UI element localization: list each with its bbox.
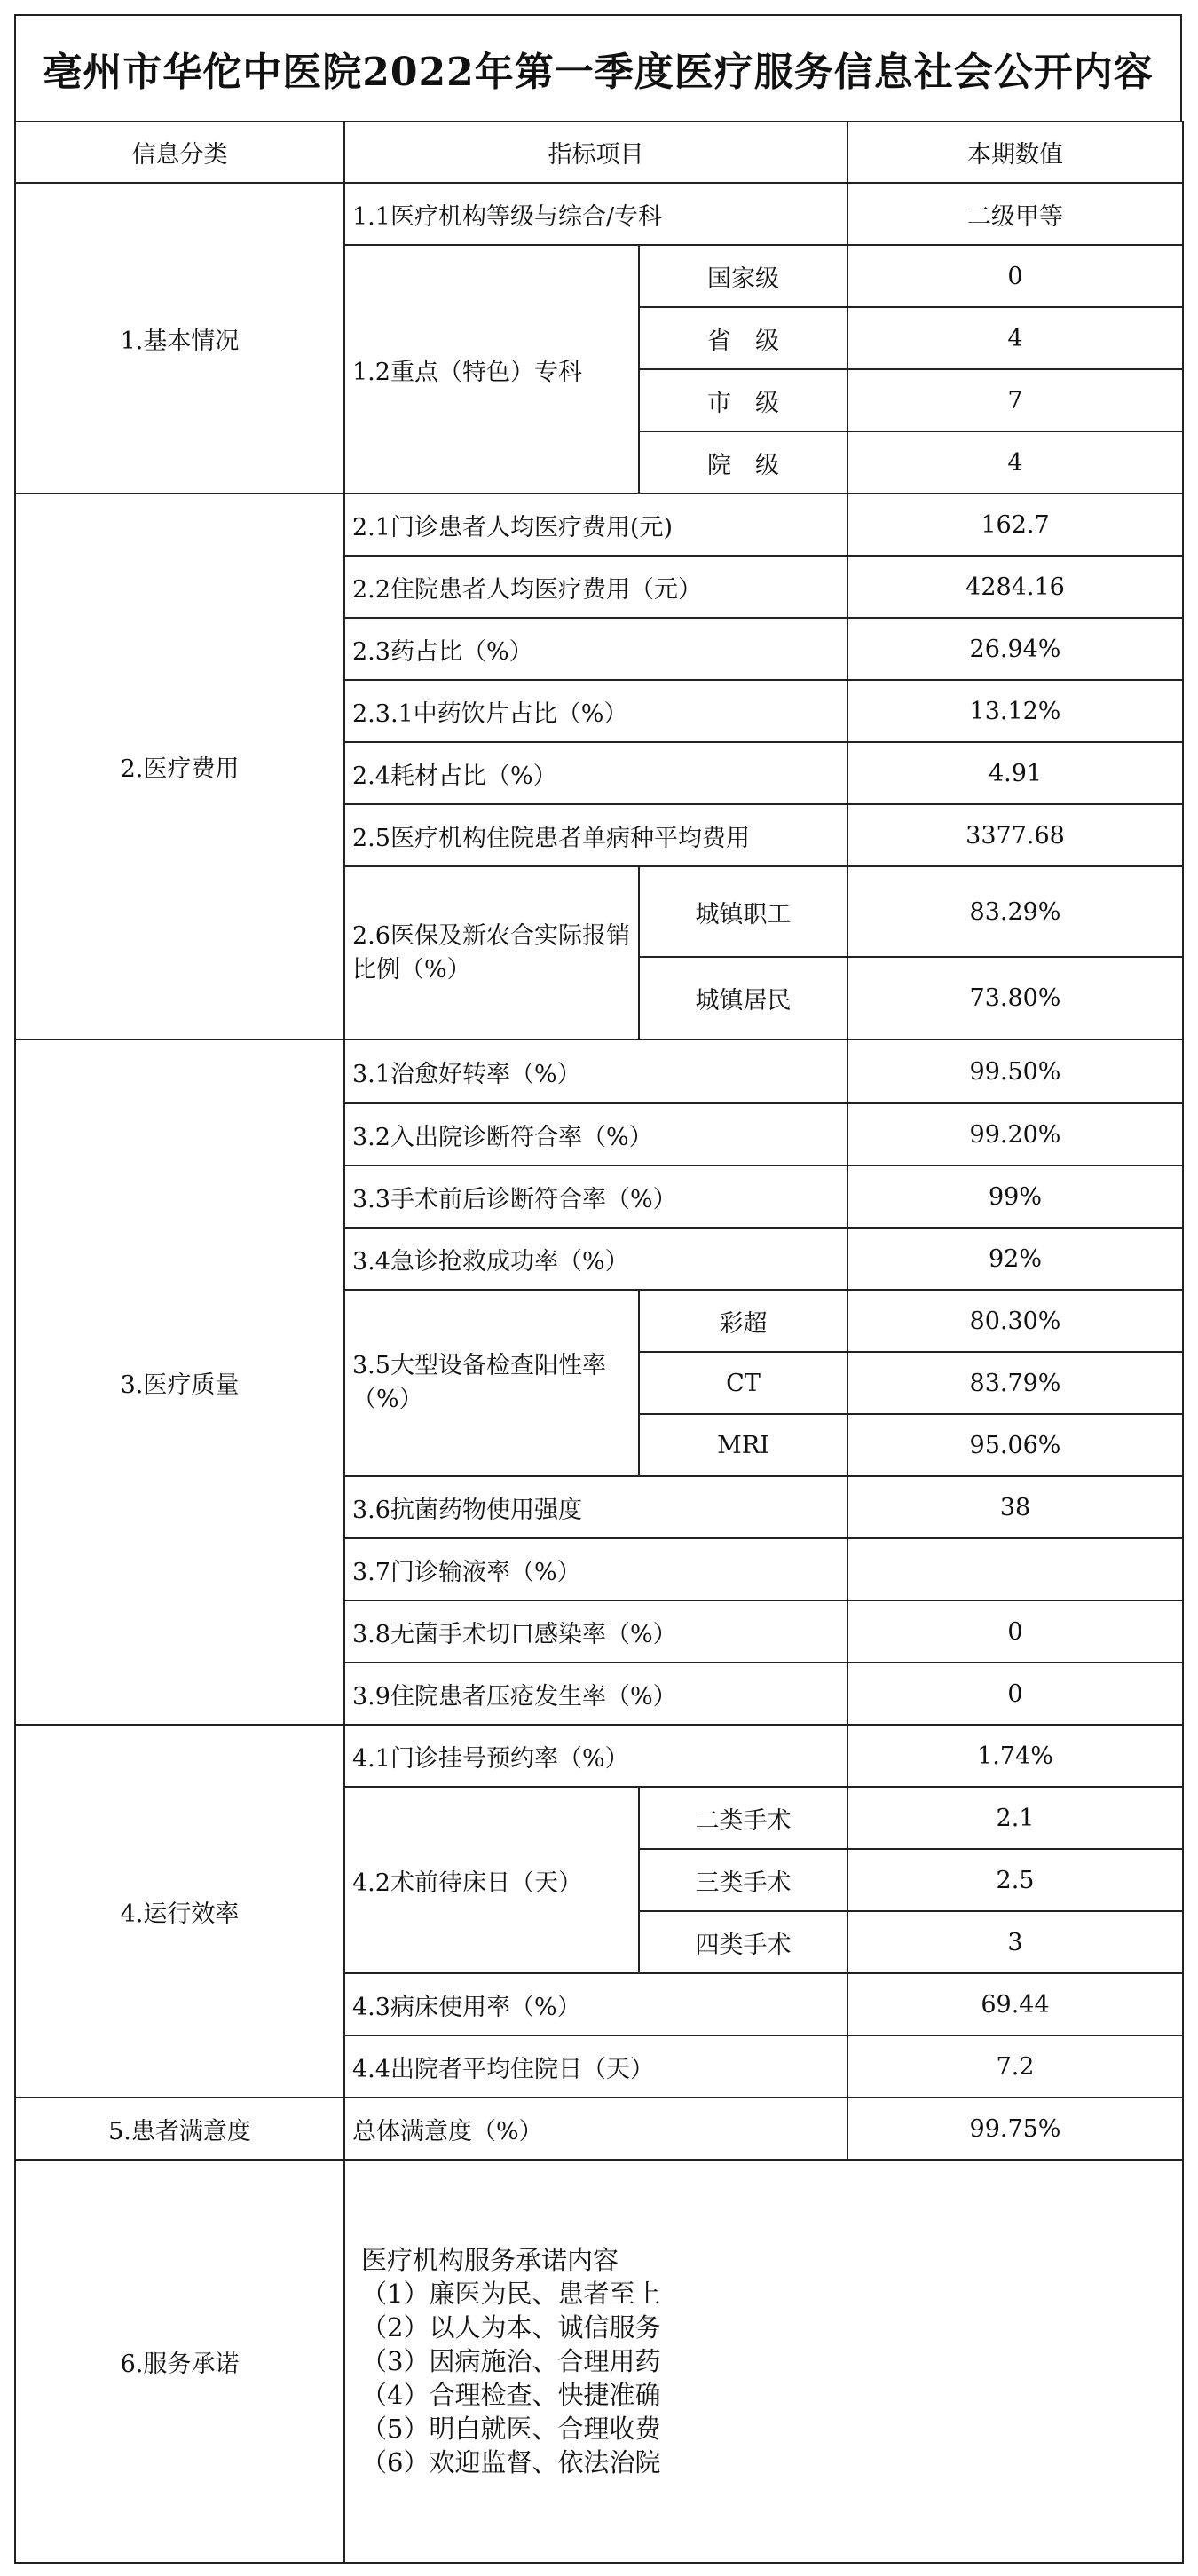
- header-category: 信息分类: [15, 122, 344, 183]
- sub-item-cell: 城镇职工: [639, 866, 847, 957]
- commitment-line: （6）欢迎监督、依法治院: [361, 2447, 661, 2477]
- info-table: [14, 121, 1184, 2564]
- value-cell: 26.94%: [847, 618, 1183, 680]
- commitment-line: （3）因病施治、合理用药: [361, 2346, 661, 2376]
- document-page: [14, 14, 1182, 2564]
- item-cell: 3.5大型设备检查阳性率（%）: [344, 1290, 639, 1476]
- commitment-line: （1）廉医为民、患者至上: [361, 2279, 661, 2309]
- item-cell: 2.5医疗机构住院患者单病种平均费用: [344, 804, 847, 866]
- sub-item-cell: MRI: [639, 1414, 847, 1476]
- item-cell: 4.3病床使用率（%）: [344, 1973, 847, 2035]
- header-row: [15, 122, 1183, 183]
- item-cell: 3.3手术前后诊断符合率（%）: [344, 1166, 847, 1228]
- value-cell: 3: [847, 1911, 1183, 1973]
- item-cell: 2.3.1中药饮片占比（%）: [344, 680, 847, 742]
- item-cell: 3.9住院患者压疮发生率（%）: [344, 1663, 847, 1725]
- value-cell: 1.74%: [847, 1725, 1183, 1787]
- value-cell: 99.20%: [847, 1103, 1183, 1166]
- value-cell: 2.1: [847, 1787, 1183, 1849]
- commitment-heading: 医疗机构服务承诺内容: [361, 2245, 619, 2275]
- item-cell: 3.7门诊输液率（%）: [344, 1538, 847, 1600]
- item-cell: 3.8无菌手术切口感染率（%）: [344, 1600, 847, 1663]
- category-basic-info: 1.基本情况: [15, 183, 344, 494]
- item-cell: 2.3药占比（%）: [344, 618, 847, 680]
- value-cell: [847, 1538, 1183, 1600]
- sub-item-cell: CT: [639, 1352, 847, 1414]
- value-cell: 0: [847, 245, 1183, 307]
- value-cell: 99.50%: [847, 1039, 1183, 1103]
- item-cell: 2.6医保及新农合实际报销比例（%）: [344, 866, 639, 1039]
- category-service-commitment: 6.服务承诺: [15, 2160, 344, 2563]
- value-cell: 162.7: [847, 494, 1183, 556]
- header-item: 指标项目: [344, 122, 847, 183]
- item-cell: 4.1门诊挂号预约率（%）: [344, 1725, 847, 1787]
- value-cell: 69.44: [847, 1973, 1183, 2035]
- value-cell: 95.06%: [847, 1414, 1183, 1476]
- value-cell: 99.75%: [847, 2098, 1183, 2160]
- value-cell: 0: [847, 1600, 1183, 1663]
- value-cell: 92%: [847, 1228, 1183, 1290]
- sub-item-cell: 城镇居民: [639, 957, 847, 1039]
- table-row: [15, 1725, 1183, 1787]
- value-cell: 80.30%: [847, 1290, 1183, 1352]
- table-row: [15, 2160, 1183, 2563]
- item-cell: 4.2术前待床日（天）: [344, 1787, 639, 1973]
- item-cell: 1.2重点（特色）专科: [344, 245, 639, 494]
- value-cell: 99%: [847, 1166, 1183, 1228]
- value-cell: 83.79%: [847, 1352, 1183, 1414]
- value-cell: 38: [847, 1476, 1183, 1538]
- sub-item-cell: 四类手术: [639, 1911, 847, 1973]
- item-cell: 3.2入出院诊断符合率（%）: [344, 1103, 847, 1166]
- value-cell: 4: [847, 307, 1183, 369]
- item-cell: 4.4出院者平均住院日（天）: [344, 2035, 847, 2098]
- category-medical-cost: 2.医疗费用: [15, 494, 344, 1039]
- sub-item-cell: 省 级: [639, 307, 847, 369]
- sub-item-cell: 彩超: [639, 1290, 847, 1352]
- value-cell: 4.91: [847, 742, 1183, 804]
- sub-item-cell: 二类手术: [639, 1787, 847, 1849]
- table-row: [15, 1039, 1183, 1103]
- value-cell: 7: [847, 369, 1183, 431]
- item-cell: 总体满意度（%）: [344, 2098, 847, 2160]
- commitment-line: （2）以人为本、诚信服务: [361, 2312, 661, 2343]
- category-patient-satisfaction: 5.患者满意度: [15, 2098, 344, 2160]
- category-operating-efficiency: 4.运行效率: [15, 1725, 344, 2098]
- commitment-line: （5）明白就医、合理收费: [361, 2414, 661, 2444]
- value-cell: 83.29%: [847, 866, 1183, 957]
- item-cell: 2.1门诊患者人均医疗费用(元): [344, 494, 847, 556]
- header-value: 本期数值: [847, 122, 1183, 183]
- value-cell: 二级甲等: [847, 183, 1183, 245]
- value-cell: 13.12%: [847, 680, 1183, 742]
- sub-item-cell: 三类手术: [639, 1849, 847, 1911]
- table-row: [15, 494, 1183, 556]
- table-row: [15, 183, 1183, 245]
- item-cell: 3.1治愈好转率（%）: [344, 1039, 847, 1103]
- sub-item-cell: 院 级: [639, 431, 847, 494]
- value-cell: 0: [847, 1663, 1183, 1725]
- commitment-line: （4）合理检查、快捷准确: [361, 2380, 661, 2410]
- sub-item-cell: 市 级: [639, 369, 847, 431]
- value-cell: 2.5: [847, 1849, 1183, 1911]
- item-cell: 2.4耗材占比（%）: [344, 742, 847, 804]
- item-cell: 3.4急诊抢救成功率（%）: [344, 1228, 847, 1290]
- value-cell: 4284.16: [847, 556, 1183, 618]
- value-cell: 4: [847, 431, 1183, 494]
- service-commitment-content: [344, 2160, 1183, 2563]
- sub-item-cell: 国家级: [639, 245, 847, 307]
- item-cell: 2.2住院患者人均医疗费用（元）: [344, 556, 847, 618]
- page-title: 亳州市华佗中医院2022年第一季度医疗服务信息社会公开内容: [14, 14, 1182, 121]
- item-cell: 3.6抗菌药物使用强度: [344, 1476, 847, 1538]
- value-cell: 7.2: [847, 2035, 1183, 2098]
- value-cell: 73.80%: [847, 957, 1183, 1039]
- item-cell: 1.1医疗机构等级与综合/专科: [344, 183, 847, 245]
- table-row: [15, 2098, 1183, 2160]
- category-medical-quality: 3.医疗质量: [15, 1039, 344, 1725]
- value-cell: 3377.68: [847, 804, 1183, 866]
